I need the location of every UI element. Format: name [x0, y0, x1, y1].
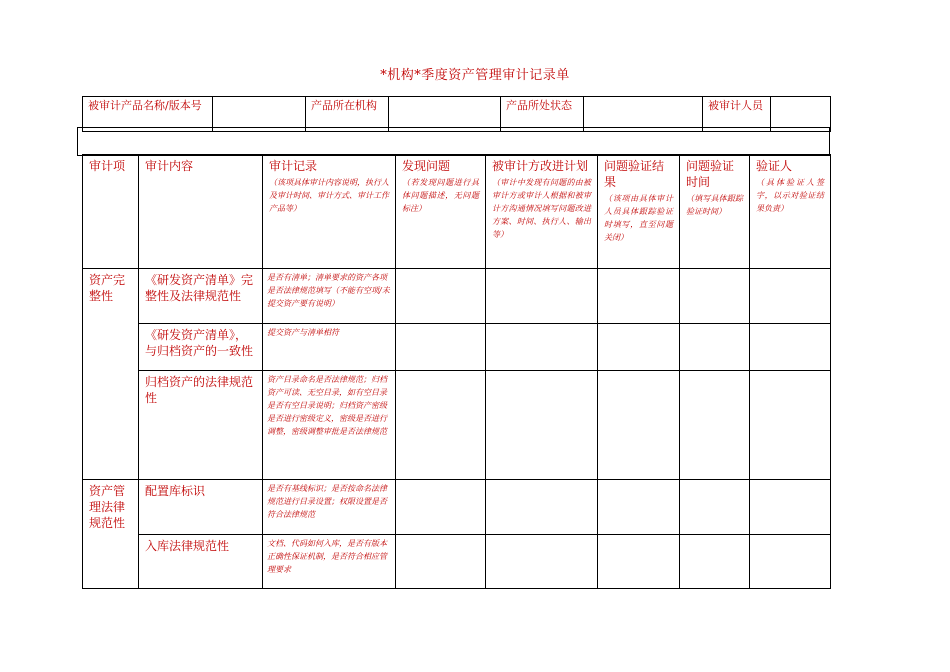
audit-content-cell: 入库法律规范性: [139, 535, 263, 589]
improve-cell[interactable]: [486, 535, 598, 589]
issues-cell[interactable]: [396, 269, 486, 324]
verify-result-cell[interactable]: [598, 480, 680, 535]
blank-row-table: [77, 127, 830, 156]
table-row: [83, 371, 831, 480]
verifier-cell[interactable]: [750, 269, 831, 324]
header-record-note: （该项具体审计内容说明，执行人及审计时间、审计方式、审计工作产品等）: [269, 178, 389, 213]
header-verify-result-note: （该项由具体审计人员具体跟踪验证时填写，直至问题关闭）: [604, 194, 673, 242]
header-verify-time: 问题验证时间 （填写具体跟踪验证时间）: [680, 155, 750, 269]
improve-cell[interactable]: [486, 371, 598, 480]
header-issues: 发现问题 （若发现问题进行具体问题描述，无问题标注）: [396, 155, 486, 269]
verify-result-cell[interactable]: [598, 371, 680, 480]
header-row: [83, 155, 831, 269]
header-verifier: 验证人 （具体验证人签字，以示对验证结果负责）: [750, 155, 831, 269]
verify-time-cell[interactable]: [680, 371, 750, 480]
audit-content-cell: 《研发资产清单》完整性及法律规范性: [139, 269, 263, 324]
audit-record-cell: 文档、代码如何入库，是否有版本正确性保证机制，是否符合相应管理要求: [263, 535, 396, 589]
verifier-cell[interactable]: [750, 535, 831, 589]
header-issues-note: （若发现问题进行具体问题描述，无问题标注）: [402, 178, 479, 213]
page-title: *机构*季度资产管理审计记录单: [380, 68, 570, 83]
header-verify-result: 问题验证结果 （该项由具体审计人员具体跟踪验证时填写，直至问题关闭）: [598, 155, 680, 269]
verifier-cell[interactable]: [750, 371, 831, 480]
header-item: 审计项: [83, 155, 139, 269]
header-record: 审计记录 （该项具体审计内容说明，执行人及审计时间、审计方式、审计工作产品等）: [263, 155, 396, 269]
issues-cell[interactable]: [396, 324, 486, 371]
status-label: 产品所处状态: [501, 97, 584, 132]
verifier-cell[interactable]: [750, 480, 831, 535]
verify-time-cell[interactable]: [680, 324, 750, 371]
issues-cell[interactable]: [396, 371, 486, 480]
header-content: 审计内容: [139, 155, 263, 269]
location-label: 产品所在机构: [306, 97, 389, 132]
product-label: 被审计产品名称/版本号: [83, 97, 213, 132]
verify-result-cell[interactable]: [598, 324, 680, 371]
header-verify-time-note: （填写具体跟踪验证时间）: [686, 194, 743, 216]
audit-item-cell: 资产管理法律规范性: [83, 480, 139, 589]
audit-record-cell: 是否有清单；清单要求的资产各项是否法律规范填写（不能有空项/未提交资产要有说明）: [263, 269, 396, 324]
audit-content-cell: 归档资产的法律规范性: [139, 371, 263, 480]
issues-cell[interactable]: [396, 535, 486, 589]
verify-time-cell[interactable]: [680, 535, 750, 589]
header-improve-note: （审计中发现有问题的由被审计方或审计人根据和被审计方沟通情况填写问题改进方案、时间、执行人、输出等）: [492, 178, 591, 239]
verifier-cell[interactable]: [750, 324, 831, 371]
audit-table: [82, 154, 831, 589]
header-verifier-note: （具体验证人签字，以示对验证结果负责）: [756, 178, 824, 213]
improve-cell[interactable]: [486, 480, 598, 535]
audit-content-cell: 《研发资产清单》，与归档资产的一致性: [139, 324, 263, 371]
audit-record-cell: 提交资产与清单相符: [263, 324, 396, 371]
auditee-label: 被审计人员: [703, 97, 771, 132]
header-improve: 被审计方改进计划 （审计中发现有问题的由被审计方或审计人根据和被审计方沟通情况填写问题改进方案、时间、执行人、输出等）: [486, 155, 598, 269]
audit-content-cell: 配置库标识: [139, 480, 263, 535]
table-row: [83, 535, 831, 589]
audit-item-cell: 资产完整性: [83, 269, 139, 480]
verify-result-cell[interactable]: [598, 269, 680, 324]
table-row: [83, 324, 831, 371]
audit-record-cell: 资产目录命名是否法律规范；归档资产可读、无空目录，如有空目录是否有空目录说明；归档资产密级是否进行密级定义，密级是否进行调整，密级调整审批是否法律规范: [263, 371, 396, 480]
table-row: [83, 269, 831, 324]
table-row: [83, 480, 831, 535]
verify-time-cell[interactable]: [680, 269, 750, 324]
audit-record-cell: 是否有基线标识；是否按命名法律规范进行目录设置；权限设置是否符合法律规范: [263, 480, 396, 535]
blank-row[interactable]: [78, 128, 830, 156]
verify-result-cell[interactable]: [598, 535, 680, 589]
improve-cell[interactable]: [486, 269, 598, 324]
improve-cell[interactable]: [486, 324, 598, 371]
issues-cell[interactable]: [396, 480, 486, 535]
verify-time-cell[interactable]: [680, 480, 750, 535]
